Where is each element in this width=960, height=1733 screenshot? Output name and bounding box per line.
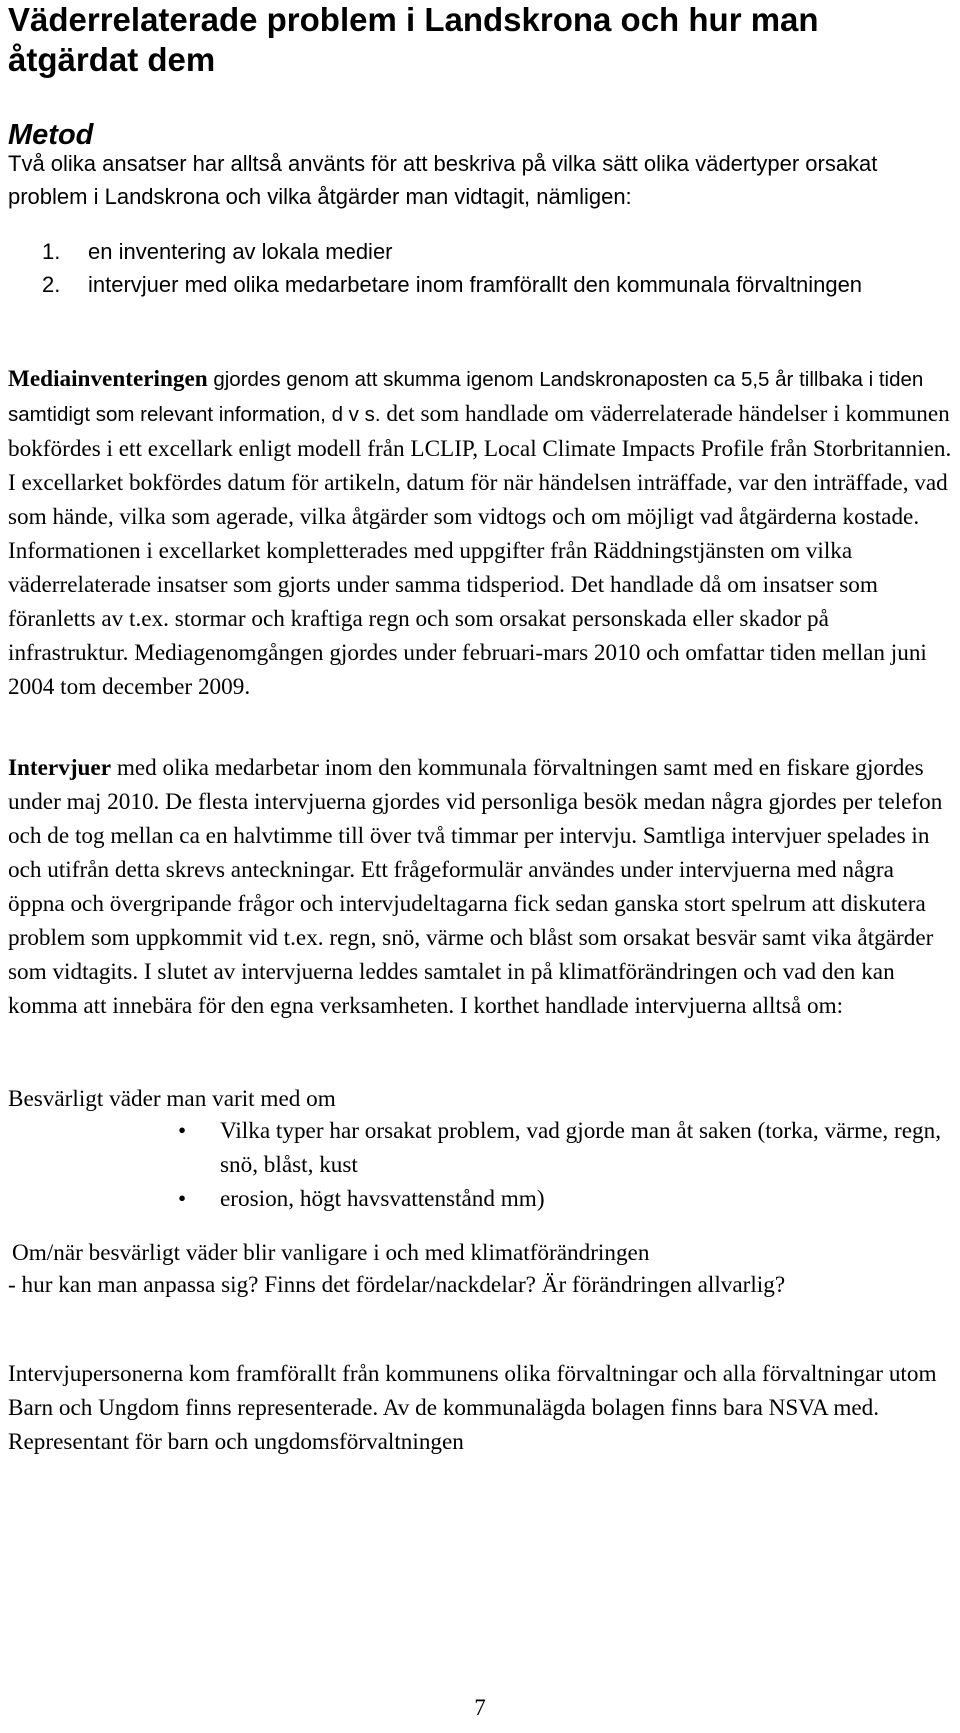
climate-followup: - hur kan man anpassa sig? Finns det fördelar/nackdelar? Är förändringen allvarlig? bbox=[8, 1272, 786, 1298]
bullet-icon: • bbox=[178, 1186, 187, 1212]
topic-heading: Besvärligt väder man varit med om bbox=[8, 1086, 336, 1112]
list-item-text: Vilka typer har orsakat problem, vad gjorde man åt saken (torka, värme, regn, snö, blåst, kust bbox=[220, 1118, 942, 1178]
document-title: Väderrelaterade problem i Landskrona och hur man åtgärdat dem bbox=[8, 1, 819, 78]
page-number: 7 bbox=[474, 1695, 486, 1720]
list-item-text: erosion, högt havsvattenstånd mm) bbox=[220, 1186, 545, 1212]
section-heading-metod: Metod bbox=[8, 119, 94, 151]
list-item bbox=[8, 1182, 948, 1216]
intro-paragraph: Två olika ansatser har alltså använts för att beskriva på vilka sätt olika vädertyper orsakat problem i Landskrona och vilka åtgärder man vidtagit, nämligen: bbox=[8, 151, 878, 209]
list-item-text: en inventering av lokala medier bbox=[88, 239, 393, 264]
media-text-sans: gjordes genom att skumma igenom Landskronaposten ca 5,5 år tillbaka i tiden samtidigt som relevant information, d v s. bbox=[8, 368, 924, 426]
approaches-list bbox=[8, 235, 948, 301]
topic-bullet-list bbox=[8, 1114, 948, 1216]
media-text: det som handlade om väderrelaterade händelser i kommunen bokfördes i ett excellark enligt modell från LCLIP, Local Climate Impacts Profile från Storbritannien. I excellarket bokfördes datum för artikeln, datum för när händelsen inträffade, var den inträffade, vad som hände, vilka som agerade, vilka åtgärder som vidtogs och om möjligt vad åtgärderna kostade. Informationen i excellarket kompletterades med uppgifter från Räddningstjänsten om vilka väderrelaterade insatser som gjorts under samma tidsperiod. Det handlade då om insatser som föranletts av t.ex. stormar och kraftiga regn och som orsakat personskada eller skador på infrastruktur. Mediagenomgången gjordes under februari-mars 2010 och omfattar tiden mellan juni 2004 tom december 2009. bbox=[8, 401, 952, 700]
media-lead: Mediainventeringen bbox=[8, 366, 208, 392]
bullet-icon: • bbox=[178, 1118, 187, 1144]
list-item bbox=[8, 235, 948, 268]
media-paragraph bbox=[8, 362, 953, 704]
interviews-text: med olika medarbetar inom den kommunala förvaltningen samt med en fiskare gjordes under maj 2010. De flesta intervjuerna gjordes vid personliga besök medan några gjordes per telefon och de tog mellan ca en halvtimme till över två timmar per intervju. Samtliga intervjuer spelades in och utifrån detta skrevs anteckningar. Ett frågeformulär användes under intervjuerna med några öppna och övergripande frågor och intervjudeltagarna fick sedan ganska stort spelrum att diskutera problem som uppkommit vid t.ex. regn, snö, värme och blåst som orsakat besvär samt vika åtgärder som vidtagits. I slutet av intervjuerna leddes samtalet in på klimatförändringen och vad den kan komma att innebära för den egna verksamheten. I korthet handlade intervjuerna alltså om: bbox=[8, 755, 943, 1019]
list-item-text: intervjuer med olika medarbetare inom framförallt den kommunala förvaltningen bbox=[88, 272, 863, 297]
climate-question: Om/när besvärligt väder blir vanligare i och med klimatförändringen bbox=[12, 1240, 650, 1266]
participants-paragraph: Intervjupersonerna kom framförallt från kommunens olika förvaltningar och alla förvaltningar utom Barn och Ungdom finns representerade. Av de kommunalägda bolagen finns bara NSVA med. Representant för barn och ungdomsförvaltningen bbox=[8, 1361, 937, 1455]
list-item bbox=[8, 268, 948, 301]
interviews-lead: Intervjuer bbox=[8, 755, 112, 781]
list-number: 1. bbox=[42, 239, 61, 264]
list-number: 2. bbox=[42, 272, 61, 297]
list-item bbox=[8, 1114, 948, 1182]
interviews-paragraph bbox=[8, 751, 953, 1023]
